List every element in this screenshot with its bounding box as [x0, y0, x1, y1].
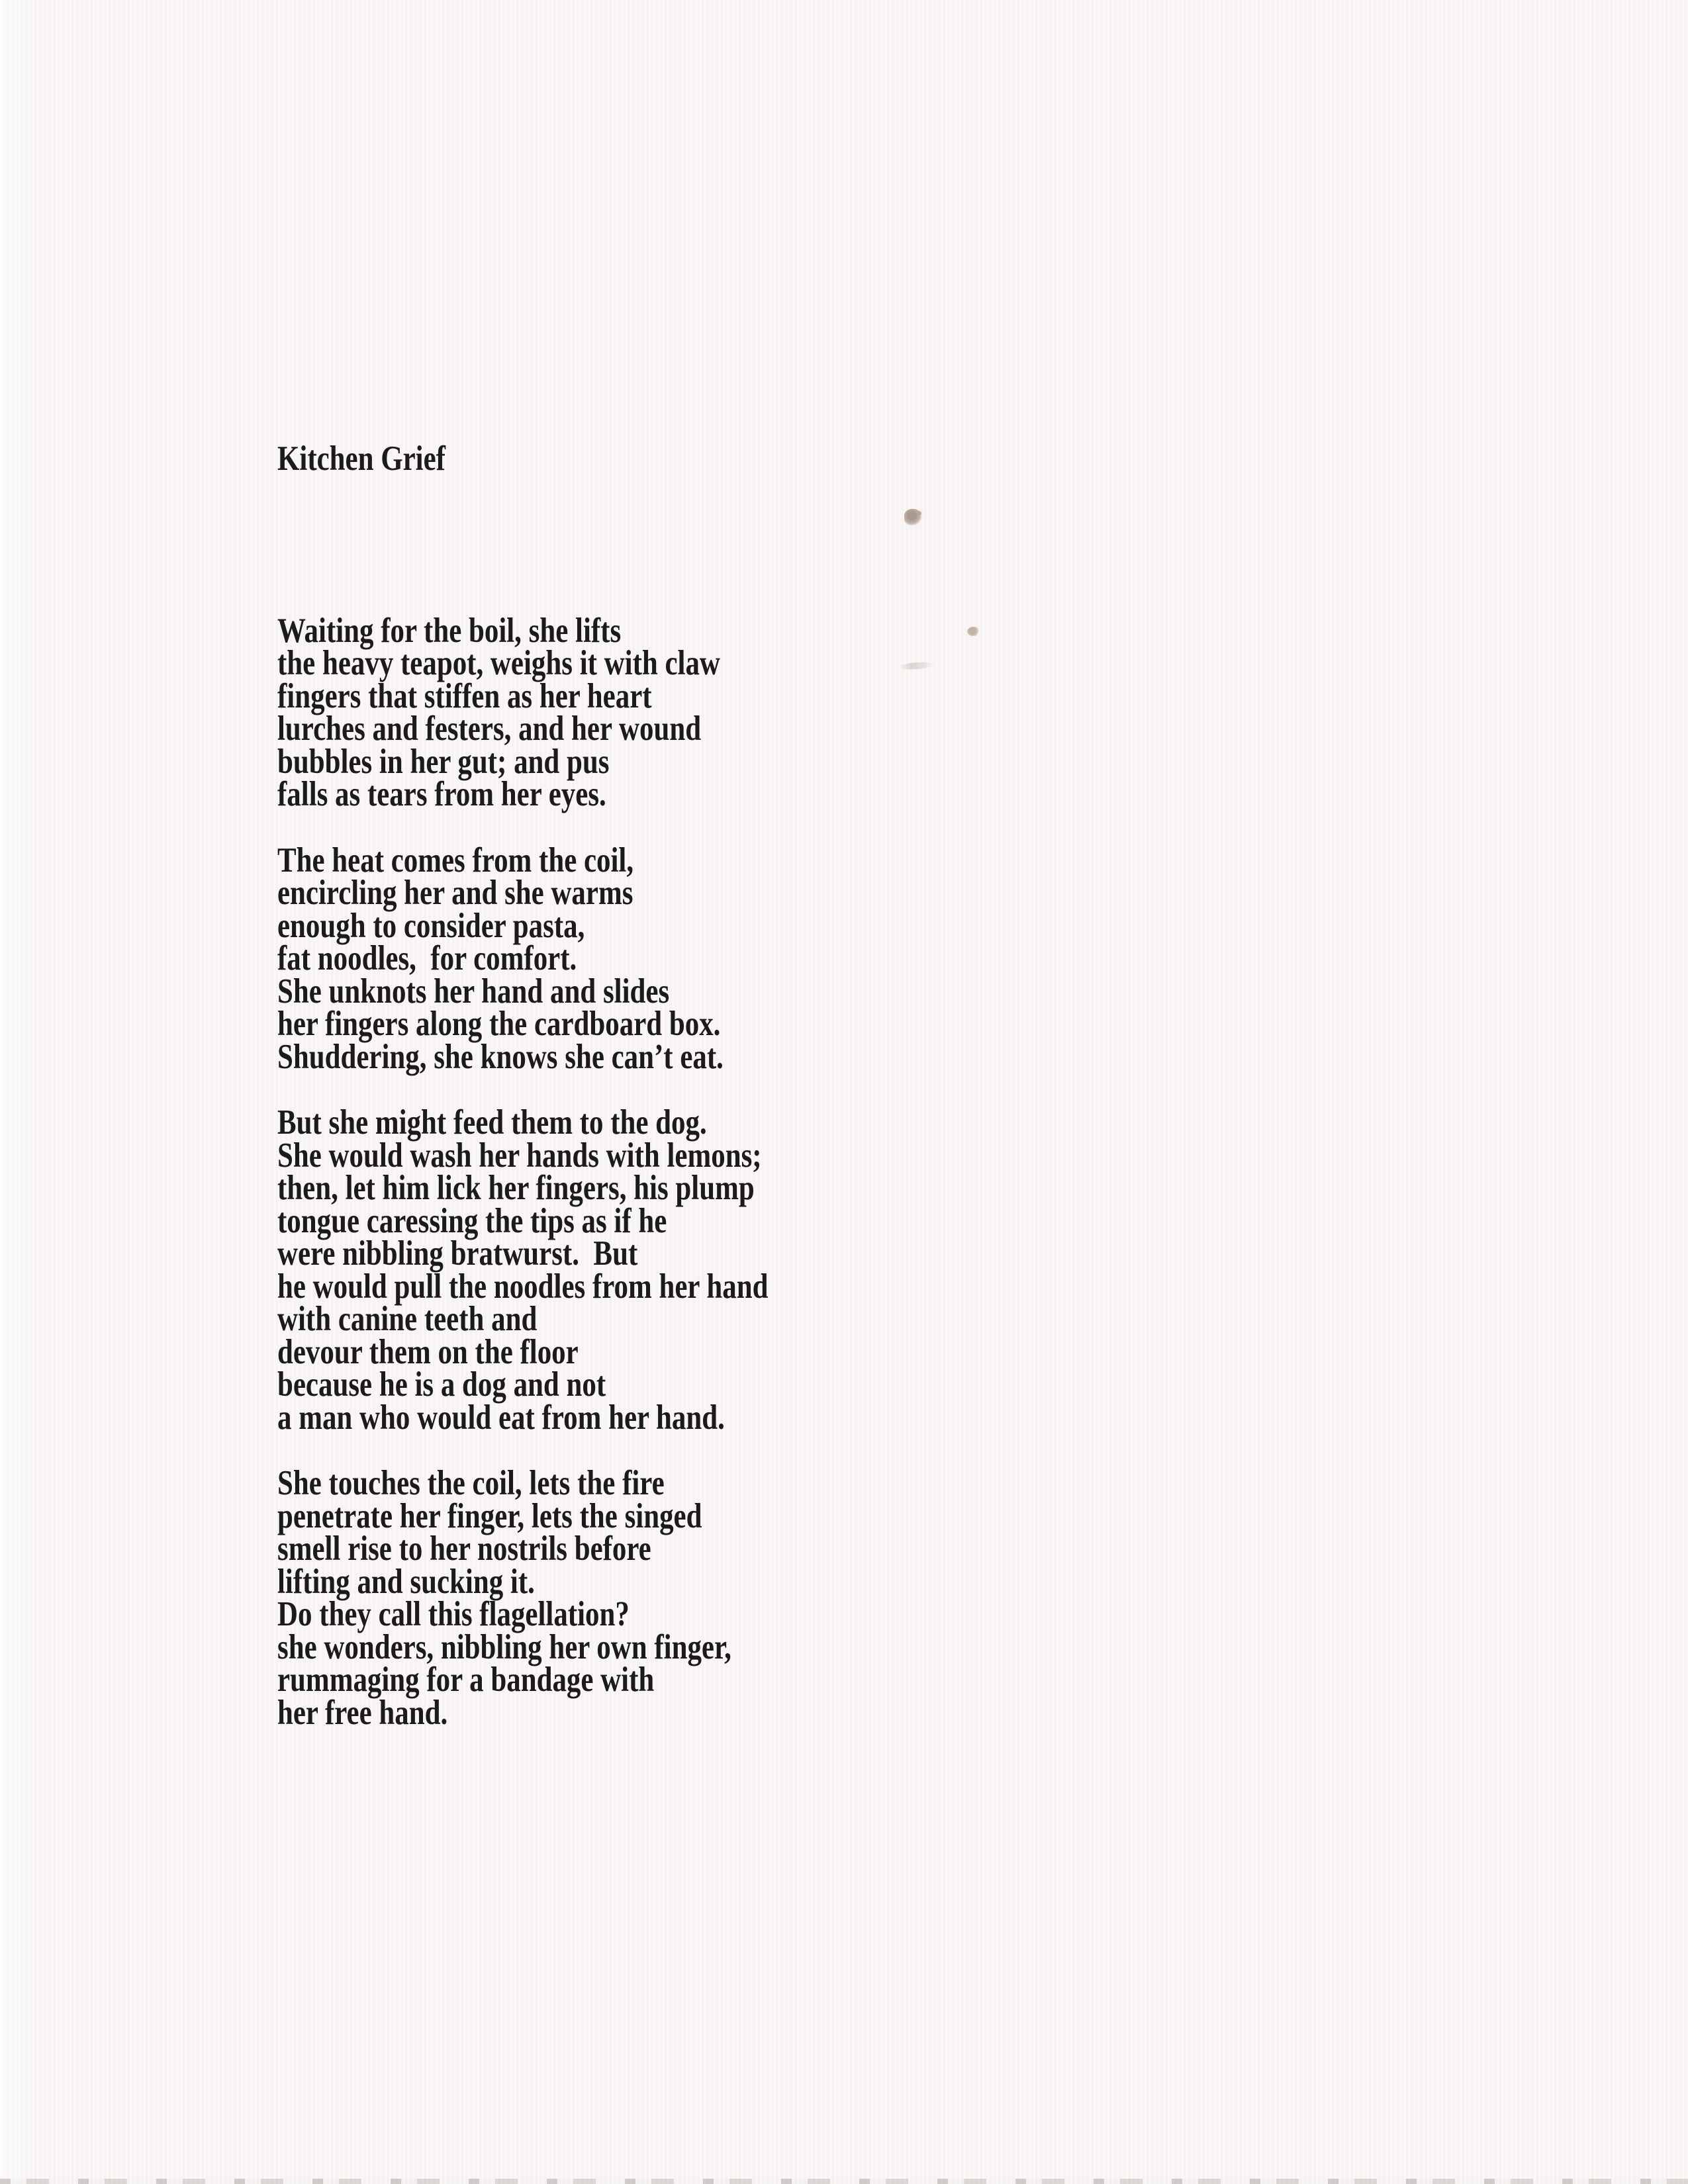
poem-line: he would pull the noodles from her hand: [277, 1267, 769, 1306]
poem-stanza: [277, 611, 769, 813]
poem-line: She would wash her hands with lemons;: [277, 1136, 762, 1175]
paper-speck-large: [904, 509, 922, 525]
poem-line: were nibbling bratwurst. But: [277, 1234, 638, 1273]
poem-line: lurches and festers, and her wound: [277, 709, 702, 748]
poem-line: encircling her and she warms: [277, 874, 633, 912]
poem-line: Shuddering, she knows she can’t eat.: [277, 1037, 724, 1076]
poem-line: enough to consider pasta,: [277, 906, 585, 945]
poem-line: But she might feed them to the dog.: [277, 1103, 707, 1142]
poem-line: bubbles in her gut; and pus: [277, 742, 610, 781]
poem-line: her fingers along the cardboard box.: [277, 1005, 721, 1043]
poem-line: devour them on the floor: [277, 1332, 579, 1371]
poem-line: then, let him lick her fingers, his plump: [277, 1169, 755, 1207]
poem-line: tongue caressing the tips as if he: [277, 1201, 667, 1240]
poem-line: She unknots her hand and slides: [277, 972, 670, 1011]
poem-line: Waiting for the boil, she lifts: [277, 611, 622, 650]
poem-line: the heavy teapot, weighs it with claw: [277, 644, 720, 682]
poem-line: because he is a dog and not: [277, 1365, 606, 1404]
poem-line: fingers that stiffen as her heart: [277, 676, 652, 715]
paper-smudge: [899, 661, 935, 670]
poem-stanzas: [277, 611, 769, 1732]
poem: [277, 377, 769, 1795]
poem-stanza: [277, 1103, 769, 1437]
scan-edge-bottom: [0, 2179, 1688, 2184]
poem-line: lifting and sucking it.: [277, 1562, 535, 1601]
poem-line: She touches the coil, lets the fire: [277, 1464, 665, 1502]
poem-line: Do they call this flagellation?: [277, 1595, 630, 1633]
poem-line: penetrate her finger, lets the singed: [277, 1496, 702, 1535]
paper-speck-small: [967, 627, 979, 636]
poem-stanza: [277, 1464, 769, 1732]
scan-edge-left: [0, 0, 33, 2184]
poem-line: with canine teeth and: [277, 1300, 538, 1338]
poem-line: smell rise to her nostrils before: [277, 1529, 651, 1568]
poem-line: rummaging for a bandage with: [277, 1661, 655, 1699]
poem-line: falls as tears from her eyes.: [277, 775, 606, 813]
poem-line: her free hand.: [277, 1693, 448, 1732]
poem-title: Kitchen Grief: [277, 439, 445, 478]
poem-line: fat noodles, for comfort.: [277, 939, 577, 978]
poem-line: she wonders, nibbling her own finger,: [277, 1627, 731, 1666]
poem-line: a man who would eat from her hand.: [277, 1398, 725, 1437]
poem-stanza: [277, 841, 769, 1076]
poem-line: The heat comes from the coil,: [277, 841, 634, 880]
